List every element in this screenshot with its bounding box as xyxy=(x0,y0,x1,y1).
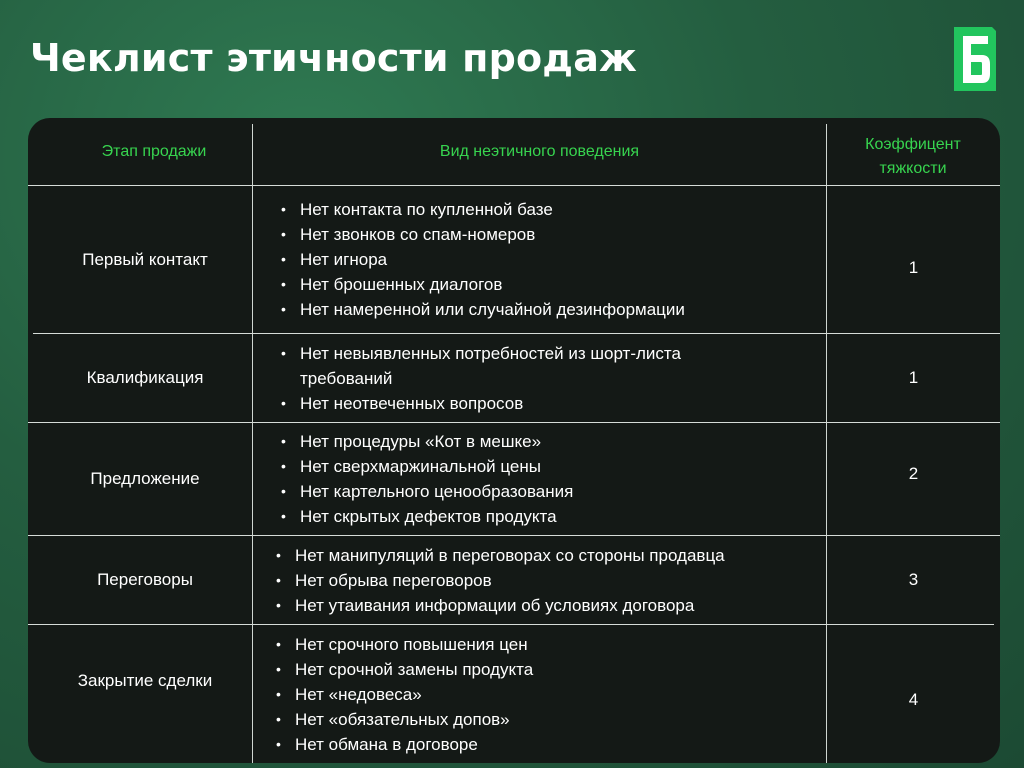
severity-value: 1 xyxy=(908,368,919,387)
stage-label: Квалификация xyxy=(86,368,204,387)
list-item: • Нет неотвеченных вопросов xyxy=(280,391,750,416)
list-item: • Нет намеренной или случайной дезинформации xyxy=(280,297,685,322)
list-item: • Нет обмана в договоре xyxy=(275,732,533,757)
severity-value: 1 xyxy=(908,257,919,277)
header-stage: Этап продажи xyxy=(101,142,207,160)
stage-label: Первый контакт xyxy=(82,249,208,269)
header-coefficient: Коэффицент тяжкости xyxy=(865,136,961,177)
list-item: • Нет игнора xyxy=(280,247,685,272)
list-item: • Нет срочной замены продукта xyxy=(275,657,533,682)
list-item: • Нет картельного ценообразования xyxy=(280,479,573,504)
brand-b-logo-icon xyxy=(954,27,996,91)
ethics-checklist-table xyxy=(28,118,1000,763)
behavior-list xyxy=(275,632,533,757)
behavior-list xyxy=(280,341,750,416)
list-item: • Нет обрыва переговоров xyxy=(275,568,725,593)
stage-label: Предложение xyxy=(90,469,200,488)
severity-value: 4 xyxy=(908,690,919,709)
behavior-list-cell xyxy=(280,334,820,422)
list-item: • Нет утаивания информации об условиях договора xyxy=(275,593,725,618)
behavior-list xyxy=(275,543,725,618)
severity-value: 3 xyxy=(908,570,919,589)
behavior-list xyxy=(280,197,685,322)
list-item: • Нет манипуляций в переговорах со стороны продавца xyxy=(275,543,725,568)
severity-value: 2 xyxy=(908,464,919,483)
behavior-list-cell xyxy=(280,423,820,535)
list-item: • Нет «обязательных допов» xyxy=(275,707,533,732)
list-item: • Нет скрытых дефектов продукта xyxy=(280,504,573,529)
list-item: • Нет контакта по купленной базе xyxy=(280,197,685,222)
behavior-list-cell xyxy=(275,536,820,624)
list-item: • Нет брошенных диалогов xyxy=(280,272,685,297)
list-item: • Нет срочного повышения цен xyxy=(275,632,533,657)
header-behavior: Вид неэтичного поведения xyxy=(439,142,640,160)
stage-label: Закрытие сделки xyxy=(77,671,213,690)
list-item: • Нет процедуры «Кот в мешке» xyxy=(280,429,573,454)
list-item: • Нет звонков со спам-номеров xyxy=(280,222,685,247)
behavior-list-cell xyxy=(280,186,820,333)
list-item: • Нет невыявленных потребностей из шорт-листа требований xyxy=(280,341,750,391)
behavior-list xyxy=(280,429,573,529)
list-item: • Нет «недовеса» xyxy=(275,682,533,707)
behavior-list-cell xyxy=(275,625,820,763)
stage-label: Переговоры xyxy=(97,570,193,589)
page-title: Чеклист этичности продаж xyxy=(30,36,638,80)
list-item: • Нет сверхмаржинальной цены xyxy=(280,454,573,479)
